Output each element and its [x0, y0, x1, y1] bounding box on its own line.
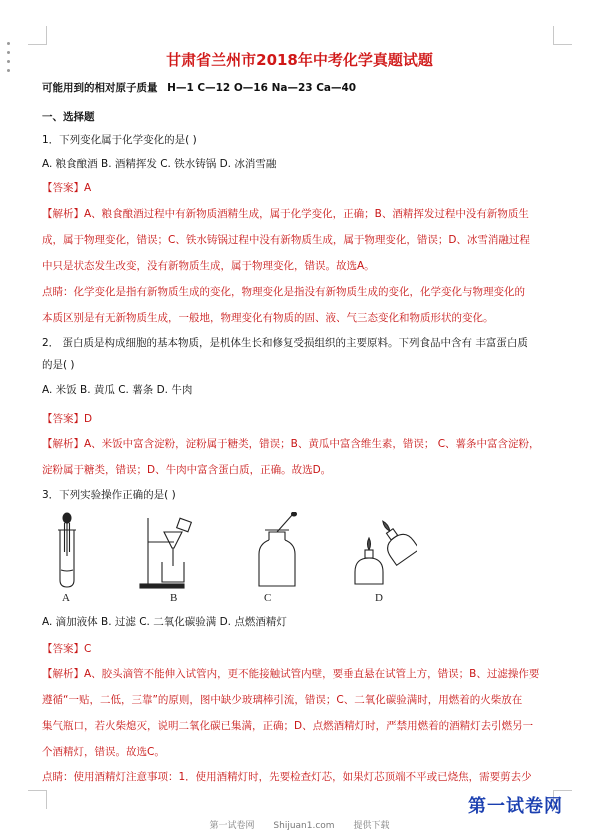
q1-analysis-line: 成，属于物理变化，错误；C、铁水铸锅过程中没有新物质生成，属于物理变化，错误；D、冰雪消融过程	[42, 234, 530, 246]
figure-label-a: A	[62, 592, 70, 604]
q3-note-line: 点睛：使用酒精灯注意事项：1．使用酒精灯时，先要检查灯芯，如果灯芯顶端不平或已烧焦，需要剪去少	[42, 771, 532, 783]
footer-site-name: 第一试卷网	[209, 821, 255, 831]
q2-answer: 【答案】D	[42, 413, 93, 425]
figure-b-filtration	[134, 512, 194, 592]
figure-d-alcohol-lamps	[347, 512, 417, 592]
page-footer	[0, 818, 599, 831]
atomic-mass-line	[42, 81, 356, 95]
section-heading: 一、选择题	[42, 111, 95, 123]
q2-stem-line: 2． 蛋白质是构成细胞的基本物质，是机体生长和修复受损组织的主要原料。下列食品中含有 丰富蛋白质	[42, 337, 528, 349]
q1-note-line: 点睛：化学变化是指有新物质生成的变化，物理变化是指没有新物质生成的变化，化学变化与物理变化的	[42, 286, 525, 298]
q1-answer: 【答案】A	[42, 182, 92, 194]
atomic-mass-label: 可能用到的相对原子质量	[42, 82, 158, 94]
q3-analysis-line: 集气瓶口，若火柴熄灭，说明二氧化碳已集满，正确；D、点燃酒精灯时，严禁用燃着的酒精灯去引燃另一	[42, 720, 534, 732]
page-title: 甘肃省兰州市2018年中考化学真题试题	[166, 51, 433, 69]
q2-stem-line: 的是( )	[42, 359, 75, 371]
footer-domain: Shijuan1.com	[273, 821, 335, 831]
figure-label-b: B	[170, 592, 178, 604]
q3-options: A. 滴加液体 B. 过滤 C. 二氧化碳验满 D. 点燃酒精灯	[42, 616, 287, 628]
atomic-mass-values: H—1 C—12 O—16 Na—23 Ca—40	[167, 82, 357, 94]
q3-analysis-line: 个酒精灯，错误。故选C。	[42, 746, 165, 758]
q1-note-line: 本质区别是有无新物质生成，一般地，物理变化有物质的固、液、气三态变化和物质形状的变化。	[42, 312, 494, 324]
figure-a-dropper-test-tube	[42, 512, 92, 592]
q2-analysis-line: 淀粉属于糖类，错误；D、牛肉中富含蛋白质，正确。故选D。	[42, 464, 332, 476]
figure-label-d: D	[375, 592, 383, 604]
q3-analysis-line: 遵循“一贴，二低，三靠”的原则，图中缺少玻璃棒引流，错误；C、二氧化碳验满时，用燃着的火柴放在	[42, 694, 523, 706]
q2-options: A. 米饭 B. 黄瓜 C. 薯条 D. 牛肉	[42, 384, 193, 396]
q3-figures	[42, 512, 402, 607]
crop-mark-top-right	[553, 26, 572, 45]
crop-mark-top-left	[28, 26, 47, 45]
q3-answer: 【答案】C	[42, 643, 92, 655]
figure-label-c: C	[264, 592, 272, 604]
crop-mark-bottom-left	[28, 790, 47, 809]
footer-download: 提供下载	[353, 821, 390, 831]
q3-stem: 3．下列实验操作正确的是( )	[42, 489, 176, 501]
brand-logo-text: 第一试卷网	[468, 796, 563, 817]
q2-analysis-line: 【解析】A、米饭中富含淀粉，淀粉属于糖类，错误；B、黄瓜中富含维生素，错误； C、薯条中富含淀粉，	[42, 438, 540, 450]
q1-stem: 1．下列变化属于化学变化的是( )	[42, 134, 197, 146]
q3-analysis-line: 【解析】A、胶头滴管不能伸入试管内，更不能接触试管内壁，要垂直悬在试管上方，错误；B、过滤操作要	[42, 668, 540, 680]
q1-analysis-line: 中只是状态发生改变，没有新物质生成，属于物理变化，错误。故选A。	[42, 260, 375, 272]
q1-analysis-line: 【解析】A、粮食酿酒过程中有新物质酒精生成，属于化学变化，正确；B、酒精挥发过程中没有新物质生	[42, 208, 529, 220]
figure-c-gas-bottle-match	[247, 512, 307, 592]
q1-options: A. 粮食酿酒 B. 酒精挥发 C. 铁水铸锅 D. 冰消雪融	[42, 158, 277, 170]
